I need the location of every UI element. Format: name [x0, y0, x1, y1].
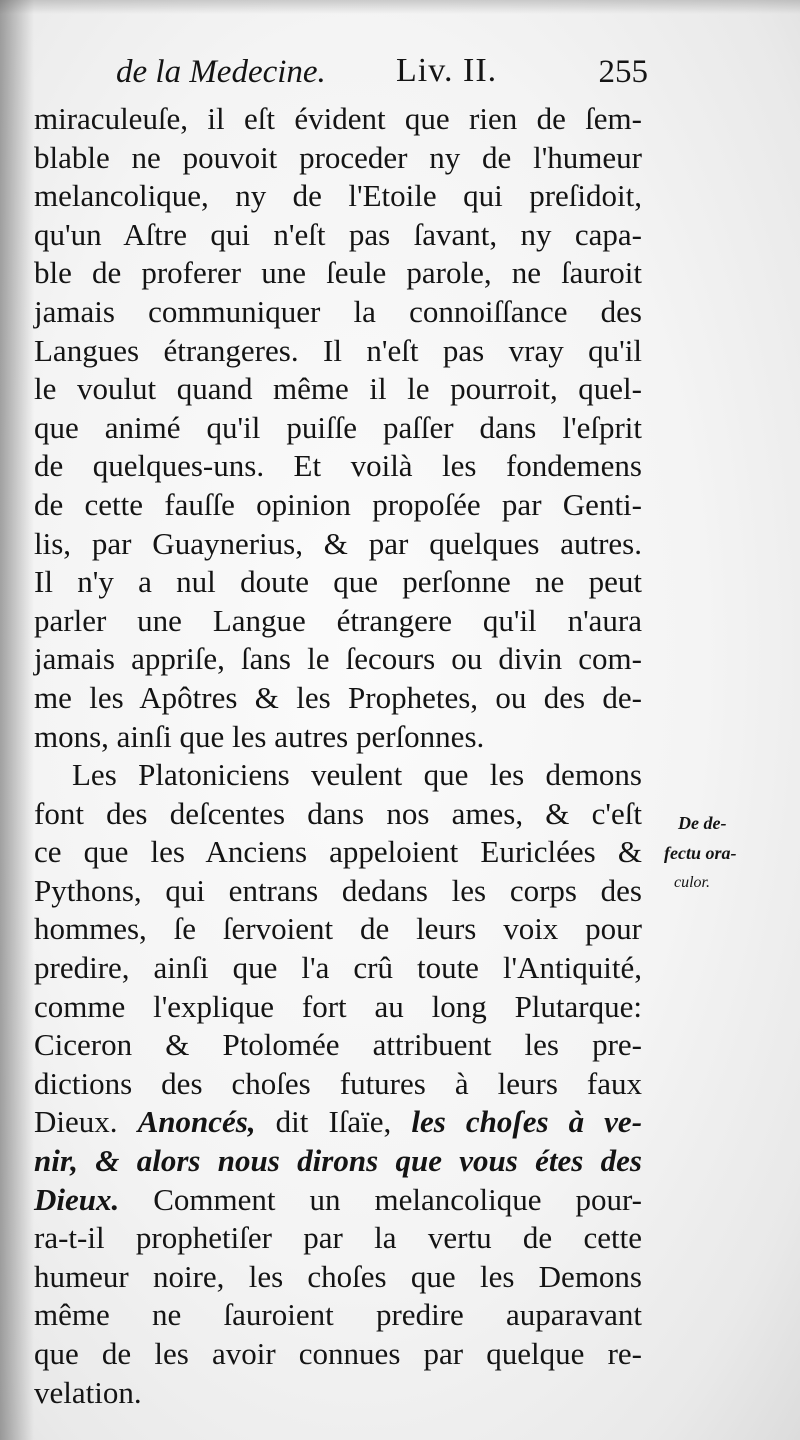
text-line: ra-t-il prophetiſer par la vertu de cette	[34, 1220, 642, 1256]
italic-quote: les choſes à ve-	[411, 1104, 643, 1140]
body-text	[34, 100, 642, 1412]
text-line: humeur noire, les choſes que les Demons	[34, 1258, 642, 1294]
text-segment: Comment un melancolique pour-	[153, 1181, 643, 1217]
margin-note-line: De de-	[678, 813, 727, 833]
text-line: blable ne pouvoit proceder ny de l'humeur	[34, 139, 642, 175]
text-line: ce que les Anciens appeloient Euriclées &	[34, 834, 642, 870]
text-line: melancolique, ny de l'Etoile qui preſidoit,	[34, 178, 642, 214]
text-segment: dit Iſaïe,	[275, 1104, 392, 1140]
italic-quote: Anoncés,	[137, 1104, 256, 1140]
margin-note	[664, 808, 774, 898]
text-line: lis, par Guaynerius, & par quelques autres.	[34, 525, 642, 561]
margin-note-line: culor.	[674, 874, 710, 891]
text-line-mixed	[34, 1181, 642, 1220]
text-line: ble de proferer une ſeule parole, ne ſauroit	[34, 255, 642, 291]
text-line: de cette fauſſe opinion propoſée par Genti-	[34, 486, 642, 522]
text-line: Ciceron & Ptolomée attribuent les pre-	[34, 1027, 642, 1063]
text-line: jamais communiquer la connoiſſance des	[34, 293, 642, 329]
text-line: font des deſcentes dans nos ames, & c'eſt	[34, 795, 642, 831]
paragraph-start-line: Les Platoniciens veulent que les demons	[72, 757, 642, 793]
text-line: me les Apôtres & les Prophetes, ou des de-	[34, 679, 642, 715]
text-line: jamais appriſe, ſans le ſecours ou divin com-	[34, 641, 642, 677]
text-line: velation.	[34, 1374, 142, 1410]
text-line: que de les avoir connues par quelque re-	[34, 1336, 642, 1371]
text-line-mixed	[34, 1103, 642, 1142]
italic-quote-line: nir, & alors nous dirons que vous étes des	[34, 1143, 642, 1179]
text-line: que animé qu'il puiſſe paſſer dans l'eſprit	[34, 409, 642, 445]
text-line: qu'un Aſtre qui n'eſt pas ſavant, ny capa-	[34, 216, 642, 252]
text-line: hommes, ſe ſervoient de leurs voix pour	[34, 911, 642, 947]
running-title: de la Medecine.	[116, 54, 326, 90]
text-line: Pythons, qui entrans dedans les corps des	[34, 872, 642, 908]
text-line: parler une Langue étrangere qu'il n'aura	[34, 602, 642, 638]
gutter-shadow	[0, 0, 34, 1440]
top-edge-shadow	[0, 0, 800, 14]
text-line: de quelques-uns. Et voilà les fondemens	[34, 448, 642, 484]
text-line: comme l'explique fort au long Plutarque:	[34, 988, 642, 1024]
text-line: miraculeuſe, il eſt évident que rien de ſem-	[34, 101, 642, 136]
italic-quote: Dieux.	[34, 1181, 120, 1217]
margin-note-line: fectu ora-	[664, 843, 737, 863]
text-line: predire, ainſi que l'a crû toute l'Antiquité,	[34, 950, 642, 986]
text-line: le voulut quand même il le pourroit, quel-	[34, 371, 642, 407]
text-line: dictions des choſes futures à leurs faux	[34, 1065, 642, 1101]
running-header	[36, 48, 648, 94]
text-line: mons, ainſi que les autres perſonnes.	[34, 718, 485, 754]
text-segment: Dieux.	[34, 1104, 118, 1140]
book-number: Liv. II.	[396, 52, 498, 89]
text-line: Langues étrangeres. Il n'eſt pas vray qu'il	[34, 332, 642, 368]
text-line: Il n'y a nul doute que perſonne ne peut	[34, 564, 642, 600]
page-number: 255	[598, 54, 648, 90]
text-line: même ne ſauroient predire auparavant	[34, 1297, 642, 1333]
